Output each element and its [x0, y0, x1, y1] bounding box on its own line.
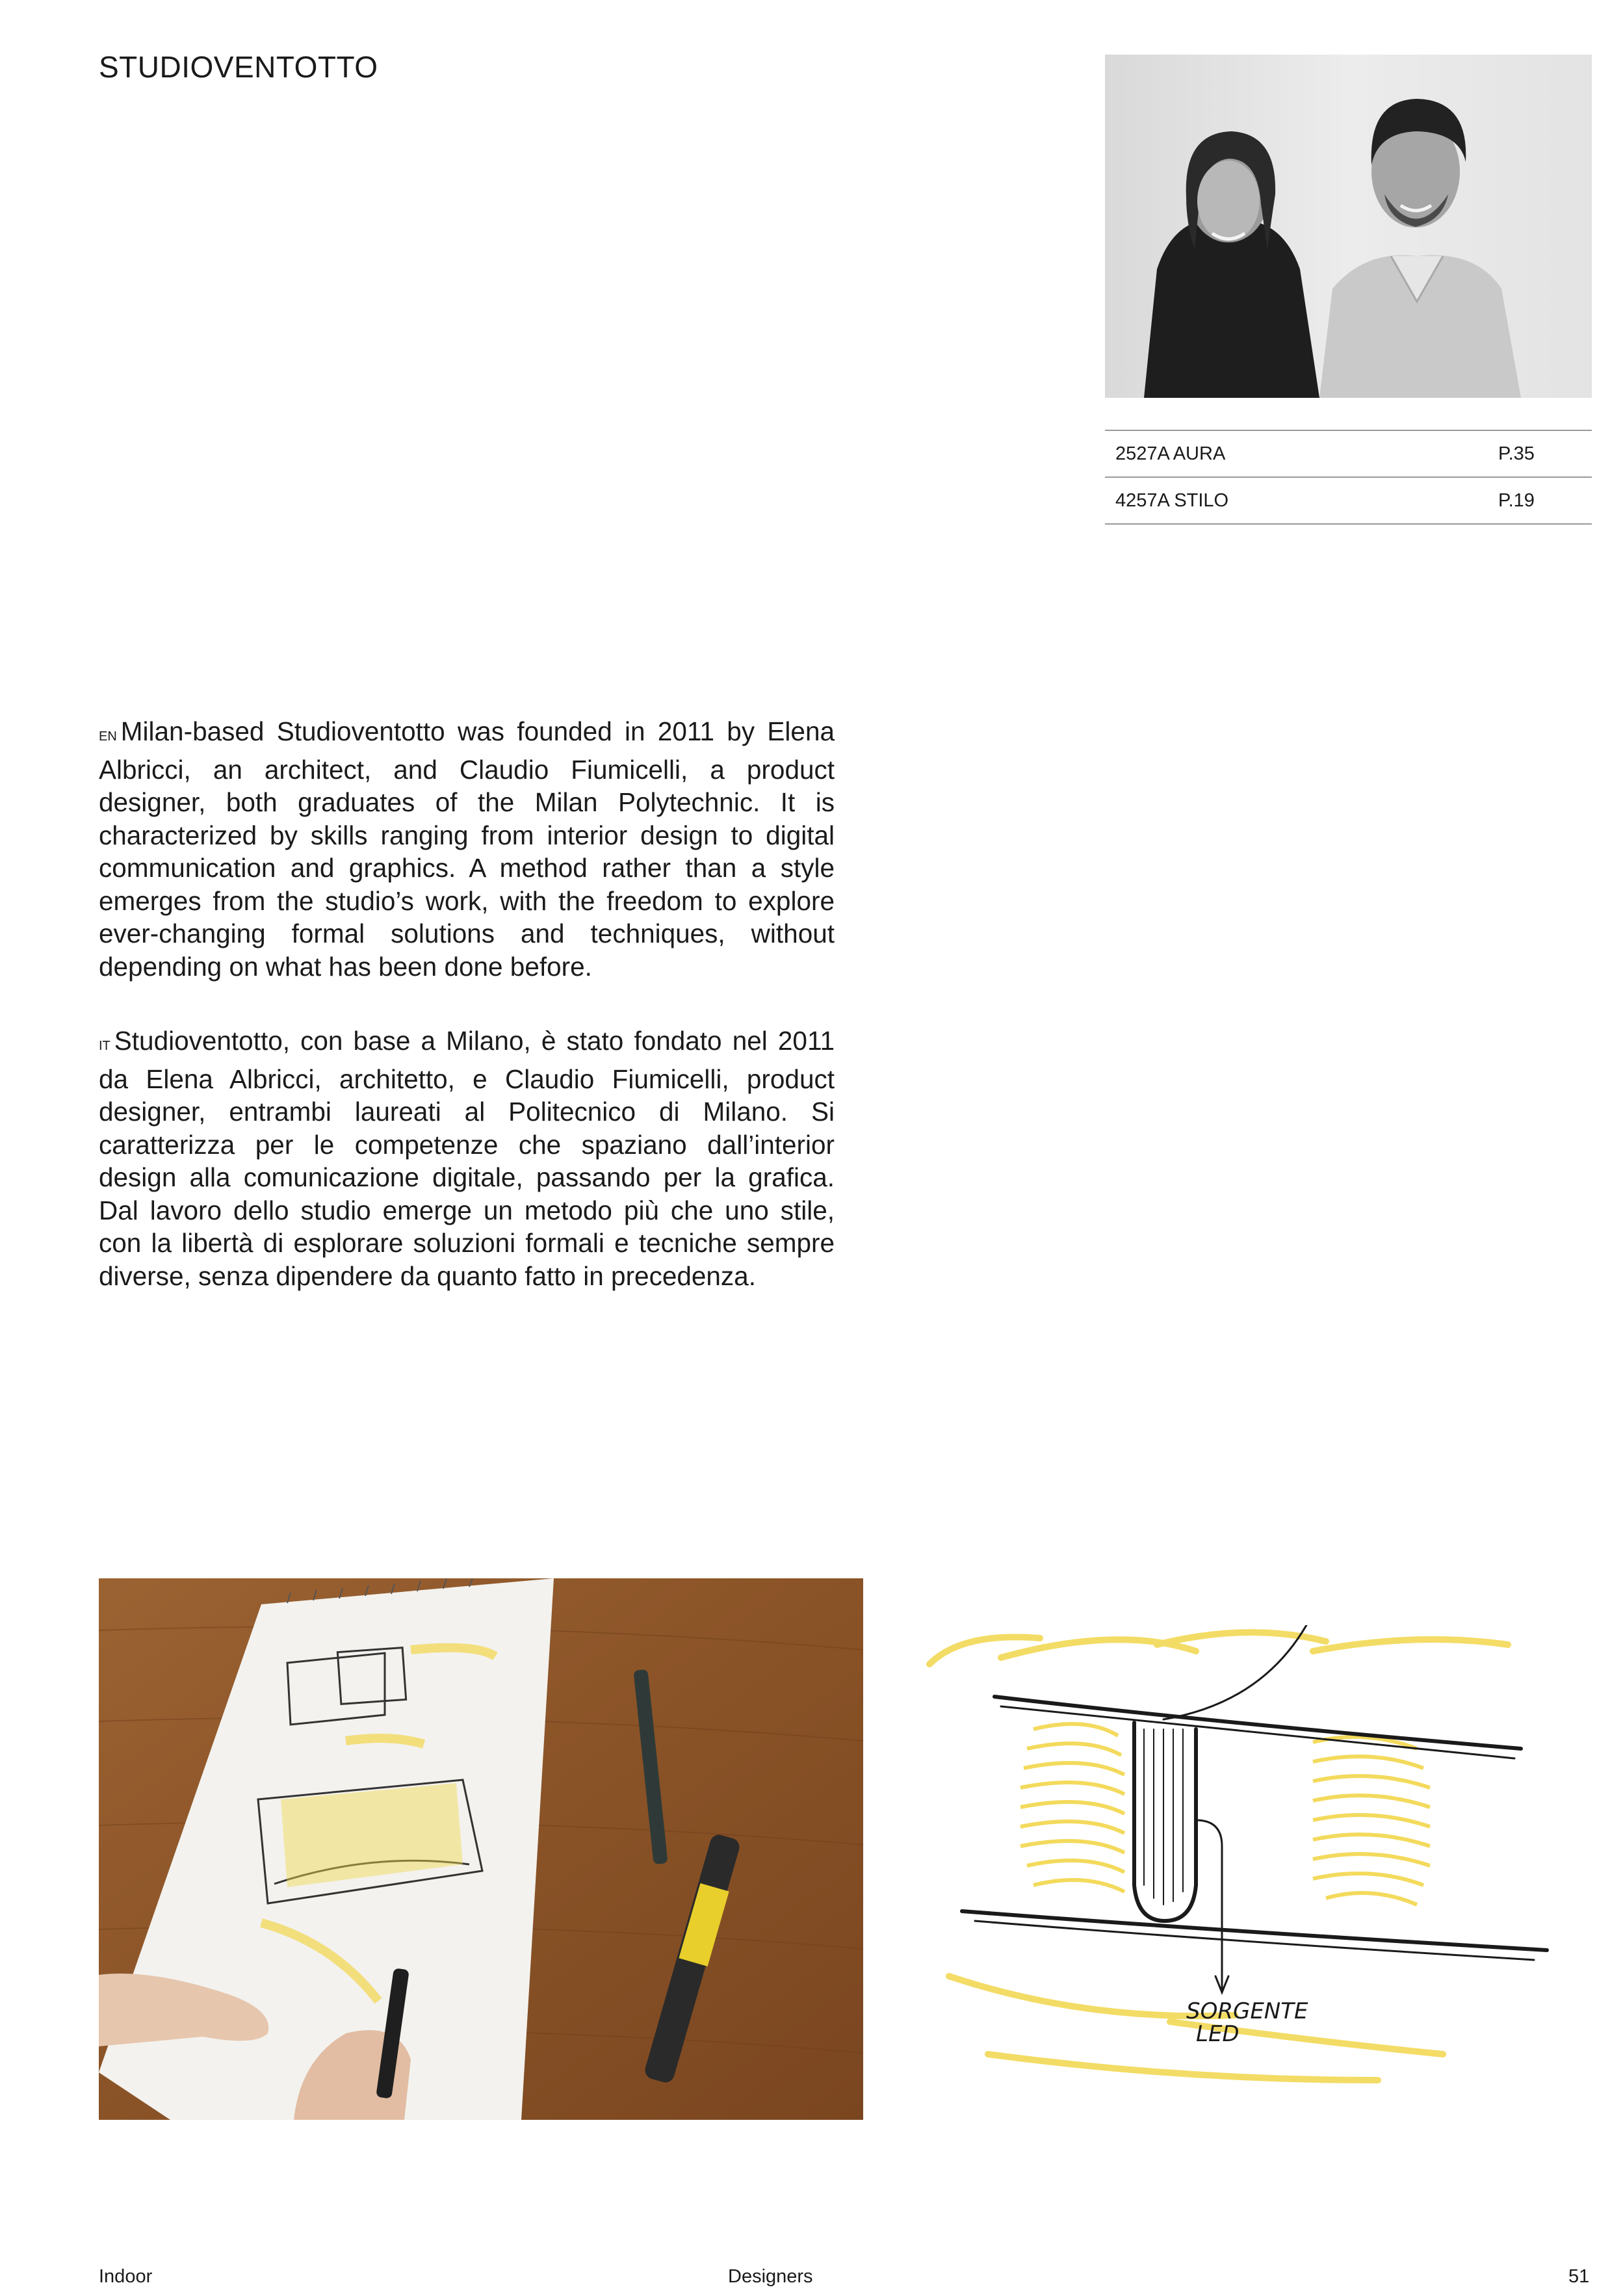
- product-page-ref[interactable]: P.19: [1498, 490, 1535, 511]
- product-index: [1105, 430, 1592, 525]
- footer-section: Indoor: [99, 2266, 153, 2287]
- bio-italian-text: Studioventotto, con base a Milano, è stato fondato nel 2011 da Elena Albricci, architetto, e Claudio Fiumicelli, product designer, entrambi laureati al Politecnico di Milano. Si caratterizza per le competenze che spaziano dall’interior design alla comunicazione digitale, passando per la grafica. Dal lavoro dello studio emerge un metodo più che uno stile, con la libertà di esplorare soluzioni formali e tecniche sempre diverse, senza dipendere da quanto fatto in precedenza.: [99, 1026, 835, 1291]
- bio-english-text: Milan-based Studioventotto was founded in 2011 by Elena Albricci, an architect, and Claudio Fiumicelli, a product designer, both graduates of the Milan Polytechnic. It is characterized by skills ranging from interior design to digital communication and graphics. A method rather than a style emerges from the studio’s work, with the freedom to explore ever-changing formal solutions and techniques, without depending on what has been done before.: [99, 716, 835, 982]
- lang-tag-it: IT: [99, 1039, 110, 1053]
- page-number: 51: [1568, 2266, 1590, 2287]
- lang-tag-en: EN: [99, 729, 117, 744]
- footer-chapter: Designers: [728, 2266, 813, 2287]
- sketch-label-line2: LED: [1196, 2021, 1240, 2047]
- sketch-label-line1: SORGENTE: [1186, 1998, 1308, 2024]
- lamp-sketch: [923, 1625, 1573, 2106]
- bio-english: [99, 715, 835, 983]
- product-name: 2527A AURA: [1115, 443, 1226, 464]
- product-page-ref[interactable]: P.35: [1498, 443, 1535, 464]
- designers-portrait: [1105, 55, 1592, 398]
- product-name: 4257A STILO: [1115, 490, 1229, 511]
- product-row[interactable]: [1105, 431, 1592, 478]
- page-title: STUDIOVENTOTTO: [99, 50, 378, 84]
- sketchbook-photo: [99, 1578, 863, 2120]
- product-row[interactable]: [1105, 478, 1592, 525]
- bio-italian: [99, 1024, 835, 1292]
